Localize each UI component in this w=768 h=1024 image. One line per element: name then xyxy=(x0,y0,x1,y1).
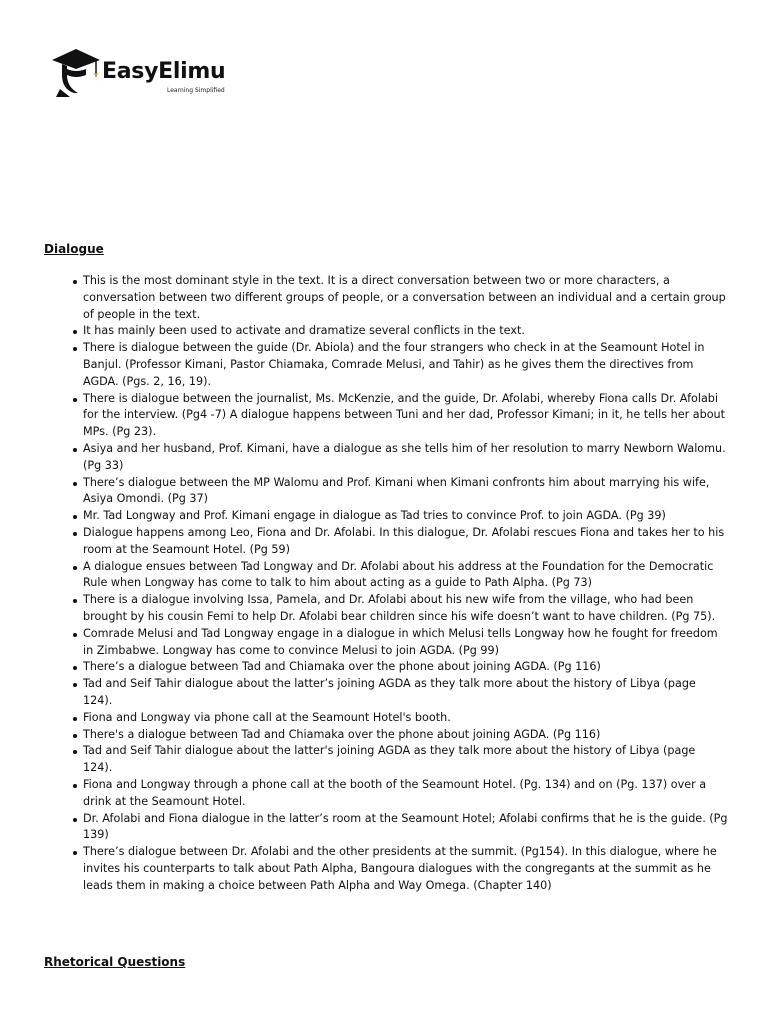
list-item: This is the most dominant style in the text. It is a direct conversation between two or more characters, a conversation between two different groups of people, or a conversation between an individual and a certain group of people in the text. xyxy=(83,273,728,323)
list-item: There's a dialogue between Tad and Chiamaka over the phone about joining AGDA. (Pg 116) xyxy=(83,727,728,744)
list-item: There is dialogue between the journalist, Ms. McKenzie, and the guide, Dr. Afolabi, whereby Fiona calls Dr. Afolabi for the interview. (Pg4 -7) A dialogue happens between Tuni and her dad, Professor Kimani; in it, he tells her about MPs. (Pg 23). xyxy=(83,391,728,441)
list-item: Asiya and her husband, Prof. Kimani, have a dialogue as she tells him of her resolution to marry Newborn Walomu. (Pg 33) xyxy=(83,441,728,475)
list-item: Fiona and Longway through a phone call at the booth of the Seamount Hotel. (Pg. 134) and on (Pg. 137) over a drink at the Seamount Hotel. xyxy=(83,777,728,811)
section-heading-rhetorical-questions: Rhetorical Questions xyxy=(44,955,186,969)
dialogue-bullet-list xyxy=(83,273,728,894)
list-item: Mr. Tad Longway and Prof. Kimani engage in dialogue as Tad tries to convince Prof. to join AGDA. (Pg 39) xyxy=(83,508,728,525)
brand-name: EasyElimu xyxy=(102,59,226,84)
list-item: Dr. Afolabi and Fiona dialogue in the latter’s room at the Seamount Hotel; Afolabi confirms that he is the guide. (Pg 139) xyxy=(83,811,728,845)
list-item: There is dialogue between the guide (Dr. Abiola) and the four strangers who check in at the Seamount Hotel in Banjul. (Professor Kimani, Pastor Chiamaka, Comrade Melusi, and Tahir) as he gives them the directives from AGDA. (Pgs. 2, 16, 19). xyxy=(83,340,728,390)
list-item: Tad and Seif Tahir dialogue about the latter's joining AGDA as they talk more about the history of Libya (page 124). xyxy=(83,743,728,777)
graduation-cap-icon xyxy=(50,45,106,99)
list-item: Fiona and Longway via phone call at the Seamount Hotel's booth. xyxy=(83,710,728,727)
list-item: There’s dialogue between the MP Walomu and Prof. Kimani when Kimani confronts him about marrying his wife, Asiya Omondi. (Pg 37) xyxy=(83,475,728,509)
list-item: Comrade Melusi and Tad Longway engage in a dialogue in which Melusi tells Longway how he fought for freedom in Zimbabwe. Longway has come to convince Melusi to join AGDA. (Pg 99) xyxy=(83,626,728,660)
list-item: A dialogue ensues between Tad Longway and Dr. Afolabi about his address at the Foundation for the Democratic Rule when Longway has come to talk to him about acting as a guide to Path Alpha. (Pg 73) xyxy=(83,559,728,593)
list-item: Tad and Seif Tahir dialogue about the latter’s joining AGDA as they talk more about the history of Libya (page 124). xyxy=(83,676,728,710)
section-heading-dialogue: Dialogue xyxy=(44,242,104,256)
list-item: There’s a dialogue between Tad and Chiamaka over the phone about joining AGDA. (Pg 116) xyxy=(83,659,728,676)
list-item: Dialogue happens among Leo, Fiona and Dr. Afolabi. In this dialogue, Dr. Afolabi rescues Fiona and takes her to his room at the Seamount Hotel. (Pg 59) xyxy=(83,525,728,559)
list-item: It has mainly been used to activate and dramatize several conflicts in the text. xyxy=(83,323,728,340)
list-item: There’s dialogue between Dr. Afolabi and the other presidents at the summit. (Pg154). In this dialogue, where he invites his counterparts to talk about Path Alpha, Bangoura dialogues with the congregants at the summit as he leads them in making a choice between Path Alpha and Way Omega. (Chapter 140) xyxy=(83,844,728,894)
list-item: There is a dialogue involving Issa, Pamela, and Dr. Afolabi about his new wife from the village, who had been brought by his cousin Femi to help Dr. Afolabi bear children since his wife doesn’t want to have children. (Pg 75). xyxy=(83,592,728,626)
brand-logo xyxy=(50,45,250,99)
brand-tagline: Learning Simplified xyxy=(167,87,225,94)
